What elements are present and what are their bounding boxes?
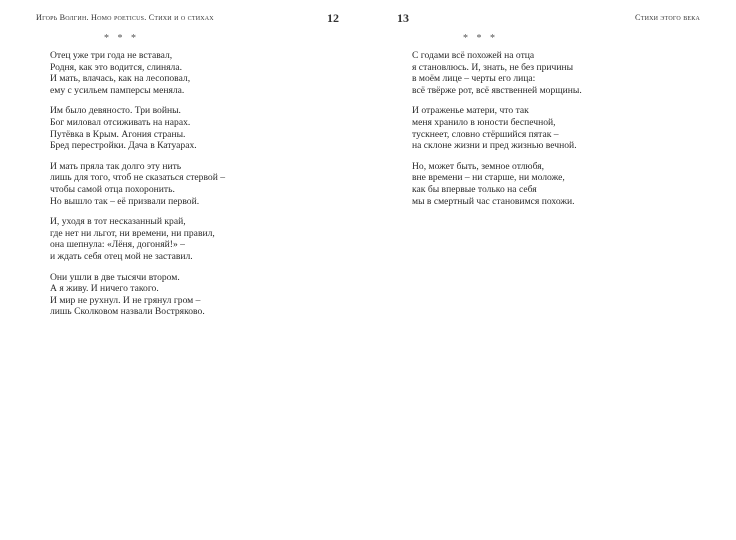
running-head: Стихи этого века [635,13,700,22]
stanza [50,50,225,96]
poem-separator: * * * [104,33,139,44]
stanza [412,105,582,151]
poem-line: лишь Сколковом назвали Востряково. [50,306,205,318]
poem-line: всё твёрже рот, всё явственней морщины. [412,84,582,96]
poem-line: мы в смертный час становимся похожи. [412,195,575,207]
poem-line: Им было девяносто. Три войны. [50,105,181,117]
poem-line: А я живу. И ничего такого. [50,283,159,295]
stanza [50,161,225,207]
poem-line: чтобы самой отца похоронить. [50,183,175,195]
poem-line: Они ушли в две тысячи втором. [50,271,180,283]
poem-line: И мать, влачась, как на лесоповал, [50,73,191,85]
poem-line: Но вышло так – её призвали первой. [50,195,200,207]
poem [412,50,582,216]
poem-line: я становлюсь. И, знать, не без причины [412,61,574,73]
page-number: 12 [327,11,339,25]
stanza [50,272,225,318]
poem-line: Бог миловал отсиживать на нарах. [50,116,191,128]
poem-line: И мир не рухнул. И не грянул гром – [50,294,201,306]
poem-line: где нет ни льгот, ни времени, ни правил, [50,227,215,239]
poem-line: Отец уже три года не вставал, [50,50,173,61]
right-page [368,0,736,540]
poem-line: вне времени – ни старше, ни моложе, [412,172,565,184]
stanza [412,161,582,207]
page-number: 13 [397,11,409,25]
poem-line: Родня, как это водится, слиняла. [50,61,183,73]
poem-line: И отраженье матери, что так [412,105,529,117]
stanza [50,105,225,151]
poem [50,50,225,327]
poem-line: в моём лице – черты его лица: [412,73,536,85]
poem-line: тускнеет, словно стёршийся пятак – [412,128,559,140]
poem-line: меня хранило в юности беспечной, [412,116,556,128]
stanza [412,50,582,96]
poem-line: С годами всё похожей на отца [412,50,535,61]
poem-line: И мать пряла так долго эту нить [50,160,182,172]
poem-line: лишь для того, чтоб не сказаться стервой – [50,172,226,184]
running-head: Игорь Волгин. Homo poeticus. Стихи и о стихах [36,13,214,22]
poem-line: она шепнула: «Лёня, догоняй!» – [50,239,185,251]
poem-line: на склоне жизни и пред жизнью вечной. [412,140,577,152]
poem-line: Путёвка в Крым. Агония страны. [50,128,186,140]
poem-line: и ждать себя отец мой не заставил. [50,250,193,262]
poem-line: ему с усильем памперсы меняла. [50,84,185,96]
poem-separator: * * * [463,33,498,44]
poem-line: И, уходя в тот несказанный край, [50,216,186,228]
poem-line: Бред перестройки. Дача в Катуарах. [50,140,197,152]
stanza [50,216,225,262]
poem-line: Но, может быть, земное отлюбя, [412,160,545,172]
poem-line: как бы впервые только на себя [412,183,537,195]
